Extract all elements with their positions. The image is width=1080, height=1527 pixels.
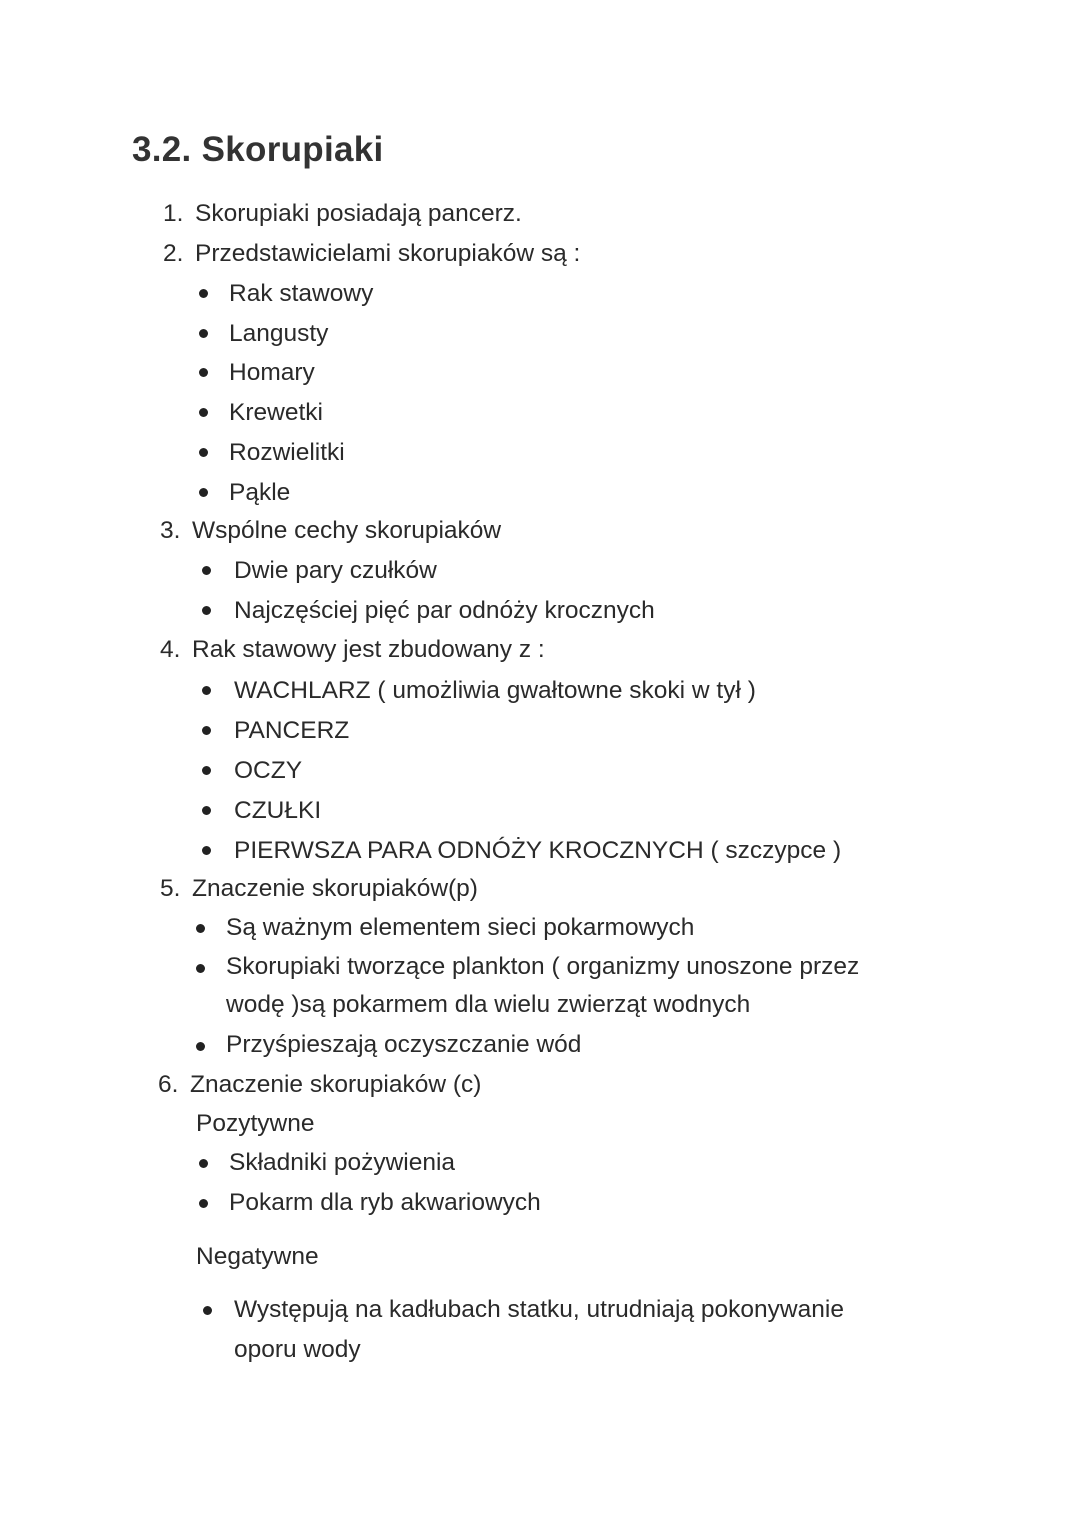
list-item: Składniki pożywienia (229, 1149, 456, 1176)
list-item: PIERWSZA PARA ODNÓŻY KROCZNYCH ( szczypce ) (234, 837, 842, 864)
list-item: WACHLARZ ( umożliwia gwałtowne skoki w tył ) (234, 677, 756, 704)
item-text: Wspólne cechy skorupiaków (192, 517, 502, 544)
bullet-icon (199, 368, 208, 377)
bullet-icon (202, 686, 211, 695)
list-item: Homary (229, 359, 315, 386)
bullet-icon (199, 1159, 208, 1168)
list-item: Rak stawowy (229, 280, 374, 307)
list-item: Najczęściej pięć par odnóży krocznych (234, 597, 655, 624)
bullet-icon (202, 606, 211, 615)
item-number: 2. (163, 240, 184, 267)
list-item: Są ważnym elementem sieci pokarmowych (226, 914, 695, 941)
list-item: Langusty (229, 320, 329, 347)
bullet-icon (196, 1042, 205, 1051)
bullet-icon (199, 1199, 208, 1208)
list-item: Skorupiaki tworzące plankton ( organizmy unoszone przez (226, 953, 860, 980)
item-number: 1. (163, 200, 184, 227)
list-item (158, 1070, 481, 1100)
list-item (160, 874, 478, 904)
list-item (160, 516, 501, 546)
bullet-icon (199, 408, 208, 417)
page-title: 3.2. Skorupiaki (132, 130, 384, 169)
item-number: 6. (158, 1071, 179, 1098)
item-text: Rak stawowy jest zbudowany z : (192, 636, 545, 663)
list-item: Dwie pary czułków (234, 557, 437, 584)
bullet-icon (196, 924, 205, 933)
bullet-icon (196, 964, 205, 973)
item-number: 3. (160, 517, 181, 544)
list-item (160, 635, 545, 665)
bullet-icon (202, 566, 211, 575)
item-text: Skorupiaki posiadają pancerz. (195, 200, 522, 227)
item-text: Znaczenie skorupiaków(p) (192, 875, 478, 902)
list-item: PANCERZ (234, 717, 350, 744)
list-item: Rozwielitki (229, 439, 345, 466)
bullet-icon (199, 329, 208, 338)
bullet-icon (202, 806, 211, 815)
negative-label: Negatywne (196, 1243, 319, 1270)
positive-label: Pozytywne (196, 1110, 315, 1137)
item-text: Znaczenie skorupiaków (c) (190, 1071, 482, 1098)
item-number: 4. (160, 636, 181, 663)
bullet-icon (203, 1306, 212, 1315)
list-item: Pokarm dla ryb akwariowych (229, 1189, 541, 1216)
list-item-continuation: oporu wody (234, 1336, 361, 1363)
bullet-icon (199, 488, 208, 497)
bullet-icon (202, 766, 211, 775)
list-item: Przyśpieszają oczyszczanie wód (226, 1031, 582, 1058)
list-item: Pąkle (229, 479, 291, 506)
list-item: CZUŁKI (234, 797, 322, 824)
bullet-icon (199, 289, 208, 298)
list-item (163, 199, 522, 229)
bullet-icon (199, 448, 208, 457)
list-item: Występują na kadłubach statku, utrudniają pokonywanie (234, 1296, 844, 1323)
item-number: 5. (160, 875, 181, 902)
item-text: Przedstawicielami skorupiaków są : (195, 240, 581, 267)
list-item: Krewetki (229, 399, 323, 426)
list-item (163, 239, 580, 269)
list-item: OCZY (234, 757, 303, 784)
list-item-continuation: wodę )są pokarmem dla wielu zwierząt wodnych (226, 991, 751, 1018)
bullet-icon (202, 846, 211, 855)
bullet-icon (202, 726, 211, 735)
